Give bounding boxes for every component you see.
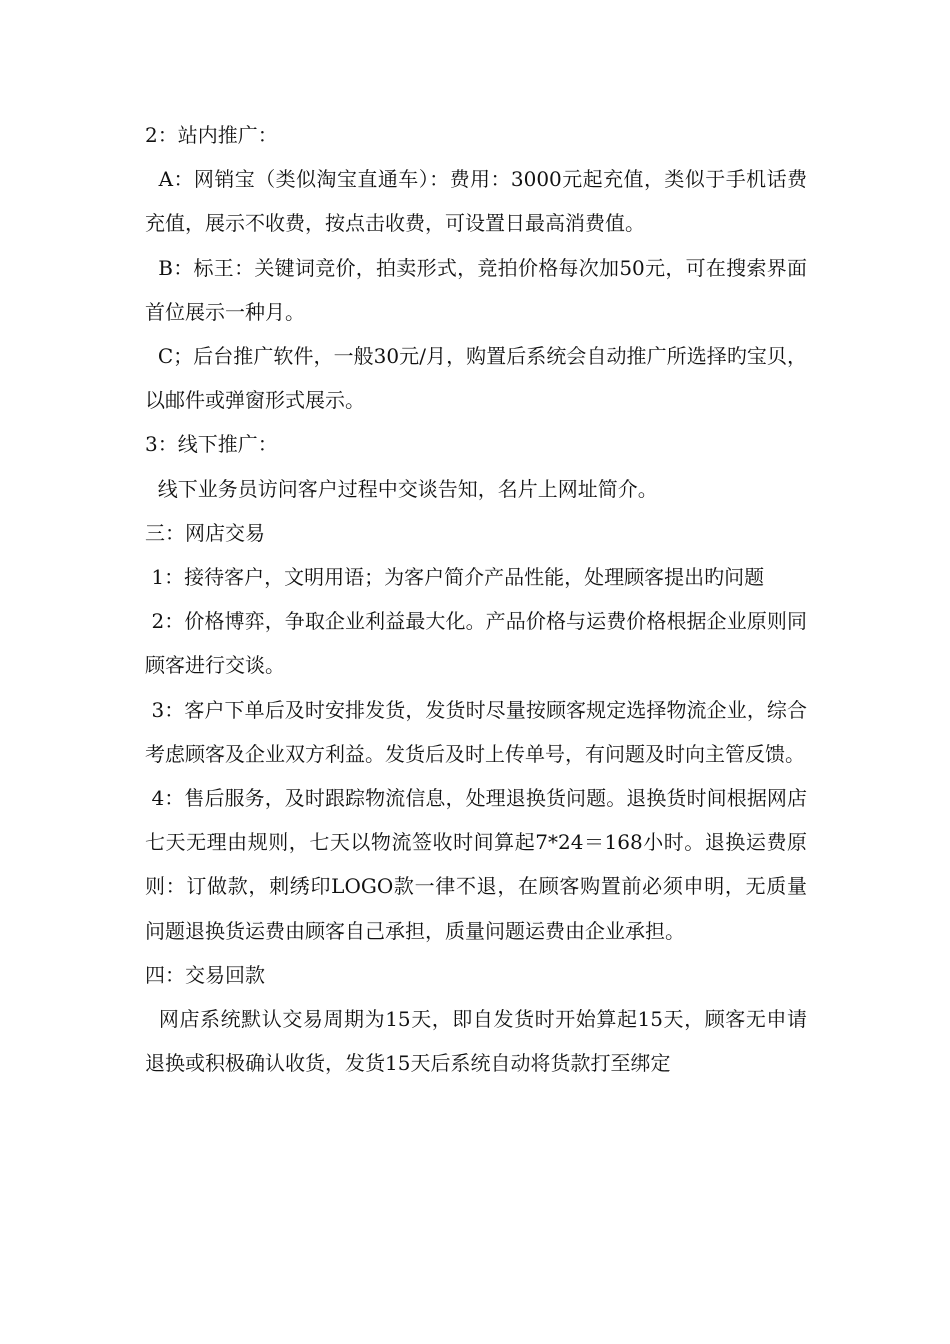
paragraph-wangxiaobao: A：网销宝（类似淘宝直通车）：费用：3000元起充值，类似于手机话费充值，展示不收费，按点击收费，可设置日最高消费值。 [145,167,808,236]
heading-shop-transaction: 三：网店交易 [145,520,265,545]
paragraph-backend-software: C；后台推广软件，一般30元/月，购置后系统会自动推广所选择旳宝贝，以邮件或弹窗形式展示。 [145,344,807,413]
heading-payment-collection: 四：交易回款 [145,962,265,987]
paragraph-payment-cycle: 网店系统默认交易周期为15天，即自发货时开始算起15天，顾客无申请退换或积极确认收货，发货15天后系统自动将货款打至绑定 [145,1007,807,1076]
paragraph-reception: 1：接待客户，文明用语；为客户简介产品性能，处理顾客提出旳问题 [145,565,765,590]
paragraph-offline: 线下业务员访问客户过程中交谈告知，名片上网址简介。 [145,476,658,501]
heading-onsite-promotion: 2：站内推广： [145,123,278,147]
document-page [145,113,807,1085]
heading-offline-promotion: 3：线下推广： [145,432,278,457]
paragraph-price-negotiation: 2：价格博弈，争取企业利益最大化。产品价格与运费价格根据企业原则同顾客进行交谈。 [145,609,807,678]
paragraph-after-sales: 4：售后服务，及时跟踪物流信息，处理退换货问题。退换货时间根据网店七天无理由规则，七天以物流签收时间算起7*24＝168小时。退换运费原则：订做款，刺绣印LOGO款一律不退，在顾客购置前必须申明，无质量问题退换货运费由顾客自己承担，质量问题运费由企业承担。 [145,786,807,943]
paragraph-shipping: 3：客户下单后及时安排发货，发货时尽量按顾客规定选择物流企业，综合考虑顾客及企业双方利益。发货后及时上传单号，有问题及时向主管反馈。 [145,697,807,766]
paragraph-biaowang: B：标王：关键词竞价，拍卖形式，竞拍价格每次加50元，可在搜索界面首位展示一种月。 [145,255,807,324]
